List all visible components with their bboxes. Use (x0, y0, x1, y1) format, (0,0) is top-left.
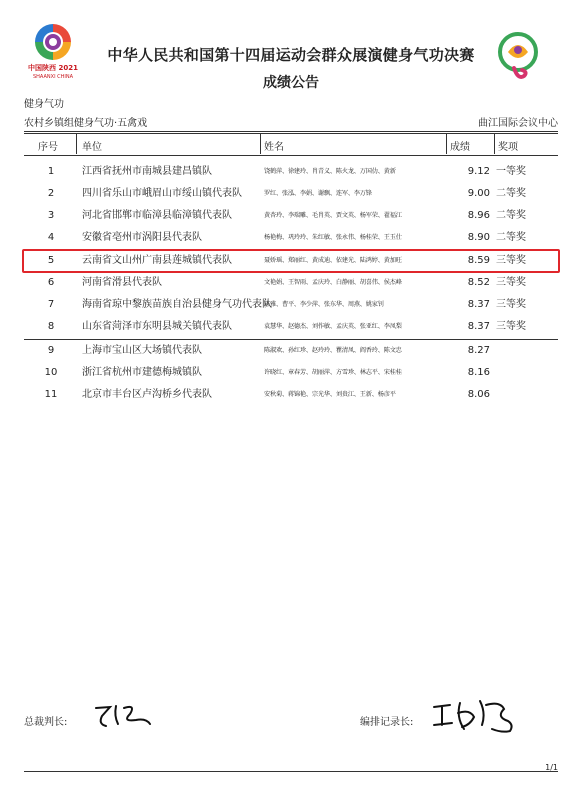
table-row (24, 183, 558, 205)
row-score: 9.00 (467, 188, 490, 199)
chief-referee-signature (92, 700, 156, 734)
row-award: 二等奖 (496, 232, 526, 243)
row-unit: 江西省抚州市南城县建昌镇队 (82, 166, 212, 177)
recorder-signature (430, 695, 520, 741)
col-header-no: 序号 (38, 142, 58, 153)
row-unit: 河北省邯郸市临漳县临漳镇代表队 (82, 210, 232, 221)
chief-referee-label: 总裁判长: (24, 717, 68, 728)
row-number: 7 (47, 299, 55, 310)
row-award (496, 362, 556, 384)
row-number: 4 (47, 232, 55, 243)
venue-label: 曲江国际会议中心 (478, 118, 558, 129)
row-unit: 山东省菏泽市东明县城关镇代表队 (82, 321, 232, 332)
column-divider (260, 134, 261, 154)
row-names: 杨艳梅、巩玲玲、朱红敏、张永伟、杨桂荣、王玉仕 (264, 234, 402, 241)
row-number: 11 (44, 389, 58, 400)
row-award: 二等奖 (496, 188, 526, 199)
row-unit: 安徽省亳州市涡阳县代表队 (82, 232, 202, 243)
row-unit: 浙江省杭州市建德梅城镇队 (82, 367, 202, 378)
footer-line (24, 771, 558, 772)
row-number: 5 (47, 255, 55, 266)
table-row (24, 205, 558, 227)
row-number: 10 (44, 367, 58, 378)
row-number: 9 (47, 345, 55, 356)
row-award: 三等奖 (496, 321, 526, 332)
row-unit: 河南省滑县代表队 (82, 277, 162, 288)
row-names: 聂娇瑶、郑丽红、黄成迪、依建光、陆鸿婷、黄加旺 (264, 257, 402, 264)
row-score: 8.59 (467, 255, 490, 266)
row-score: 9.12 (467, 166, 490, 177)
row-score: 8.52 (467, 277, 490, 288)
row-number: 3 (47, 210, 55, 221)
table-top-border (24, 131, 558, 132)
row-score: 8.96 (467, 210, 490, 221)
table-row (24, 272, 558, 294)
column-divider (494, 134, 495, 154)
sport-label: 健身气功 (24, 99, 64, 110)
row-names: 许晓红、章春芳、胡丽萍、方雪珍、林志平、宋桂桂 (264, 369, 402, 376)
row-score: 8.90 (467, 232, 490, 243)
col-header-score: 成绩 (450, 142, 470, 153)
table-row (24, 294, 558, 316)
event-label: 农村乡镇组健身气功·五禽戏 (24, 118, 148, 129)
page-title: 中华人民共和国第十四届运动会群众展演健身气功决赛 (107, 46, 475, 64)
highlight-box (22, 249, 560, 273)
row-unit: 海南省琼中黎族苗族自治县健身气功代表队 (82, 299, 272, 310)
row-award: 三等奖 (496, 277, 526, 288)
row-score: 8.37 (467, 299, 490, 310)
row-award: 一等奖 (496, 166, 526, 177)
row-names: 袁慧华、赵德杰、刘作敏、孟庆英、张亚红、李凤梨 (264, 323, 402, 330)
page-subtitle: 成绩公告 (263, 75, 319, 91)
row-unit: 云南省文山州广南县莲城镇代表队 (82, 255, 232, 266)
table-row (24, 227, 558, 249)
row-names: 陈淑欢、孙红珍、赵玲玲、瞿清凤、阎香玲、陈文忠 (264, 347, 402, 354)
row-names: 饶鹤萍、徐建玲、肖青义、陈火龙、万国仂、黄新 (264, 168, 396, 175)
row-names: 陈雅、曹平、李少萍、张东华、周燕、姚家钊 (264, 301, 384, 308)
column-divider (446, 134, 447, 154)
row-score: 8.27 (467, 345, 490, 356)
row-number: 2 (47, 188, 55, 199)
table-top-border-2 (24, 133, 558, 134)
row-names: 罗红、张泓、李娟、谢飘、连军、李万锋 (264, 190, 372, 197)
page-number: 1/1 (545, 763, 558, 772)
row-number: 6 (47, 277, 55, 288)
table-row (24, 316, 558, 338)
table-row (24, 384, 558, 406)
row-number: 1 (47, 166, 55, 177)
row-names: 黄杏玲、李瑞雕、毛肖英、贾文英、杨军荣、翟福江 (264, 212, 402, 219)
row-award: 三等奖 (496, 255, 526, 266)
col-header-unit: 单位 (82, 142, 102, 153)
row-names: 文艳娟、王智雨、孟庆玲、白静丽、胡喜伟、侯杰峰 (264, 279, 402, 286)
svg-text:中国陕西 2021: 中国陕西 2021 (28, 64, 78, 72)
row-award (496, 384, 556, 406)
recorder-label: 编排记录长: (360, 717, 414, 728)
table-row (24, 340, 558, 362)
row-award: 二等奖 (496, 210, 526, 221)
row-unit: 四川省乐山市峨眉山市绥山镇代表队 (82, 188, 242, 199)
row-unit: 北京市丰台区卢沟桥乡代表队 (82, 389, 212, 400)
row-award: 三等奖 (496, 299, 526, 310)
col-header-names: 姓名 (264, 142, 284, 153)
table-row (24, 362, 558, 384)
row-score: 8.16 (467, 367, 490, 378)
svg-text:SHAANXI CHINA: SHAANXI CHINA (32, 74, 74, 80)
row-score: 8.37 (467, 321, 490, 332)
column-divider (76, 134, 77, 154)
row-award (496, 340, 556, 362)
table-row (24, 161, 558, 183)
row-names: 安秋菊、蒋锦艳、宗光华、刘贵江、王新、杨彦平 (264, 391, 396, 398)
col-header-award: 奖项 (498, 142, 518, 153)
row-score: 8.06 (467, 389, 490, 400)
table-header-border (24, 155, 558, 156)
row-number: 8 (47, 321, 55, 332)
row-unit: 上海市宝山区大场镇代表队 (82, 345, 202, 356)
